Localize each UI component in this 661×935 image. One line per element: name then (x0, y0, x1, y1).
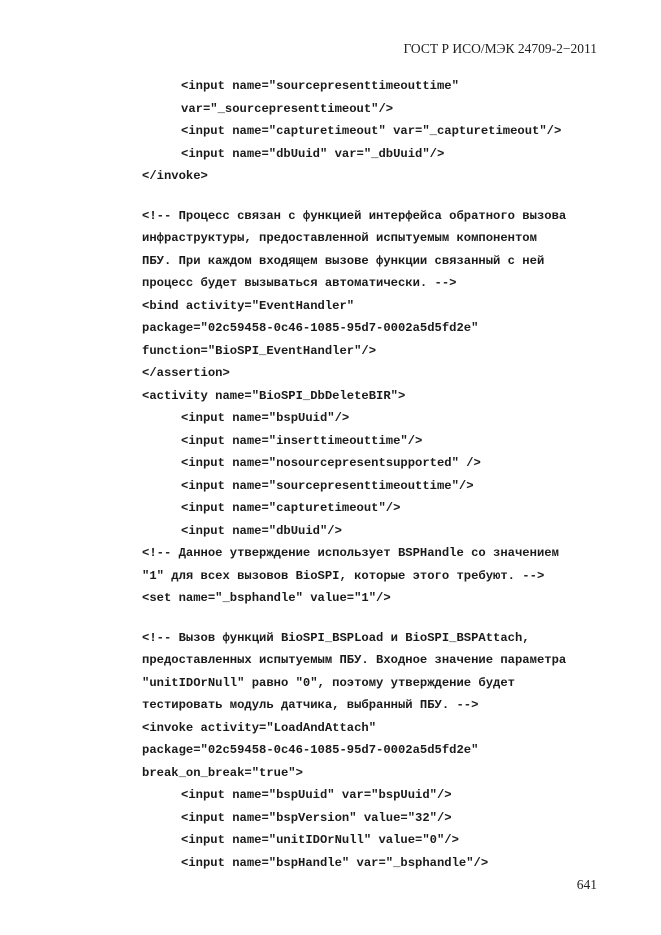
code-line: "unitIDOrNull" равно "0", поэтому утверждение будет (142, 675, 515, 690)
code-line: </invoke> (142, 169, 208, 183)
code-line: <input name="dbUuid"/> (181, 523, 342, 538)
code-line: <invoke activity="LoadAndAttach" (142, 720, 377, 735)
blank-line (142, 610, 631, 627)
code-line: <input name="unitIDOrNull" value="0"/> (181, 833, 459, 847)
code-line: <input name="inserttimeouttime"/> (181, 433, 423, 448)
page-number: 641 (576, 877, 597, 892)
code-line: </assertion> (142, 366, 230, 380)
code-line: "1" для всех вызовов BioSPI, которые этого требуют. --> (142, 568, 545, 583)
code-line: предоставленных испытуемым ПБУ. Входное значение параметра (142, 653, 567, 667)
code-line: <input name="sourcepresenttimeouttime"/> (181, 478, 474, 493)
code-line: <input name="sourcepresenttimeouttime" (181, 79, 459, 93)
blank-line (142, 188, 631, 205)
code-line: инфраструктуры, предоставленной испытуемым компонентом (142, 231, 537, 245)
code-listing (142, 75, 631, 874)
code-line: тестировать модуль датчика, выбранный ПБУ. --> (142, 698, 479, 712)
code-line: package="02c59458-0c46-1085-95d7-0002a5d5fd2e" (142, 743, 479, 757)
code-line: <!-- Данное утверждение использует BSPHandle со значением (142, 546, 559, 560)
code-line: <input name="bspUuid"/> (181, 411, 350, 425)
code-line: <input name="nosourcepresentsupported" /> (181, 456, 481, 470)
code-line: var="_sourcepresenttimeout"/> (181, 101, 394, 116)
code-line: <bind activity="EventHandler" (142, 298, 355, 313)
code-line: <input name="bspVersion" value="32"/> (181, 810, 452, 825)
code-line: break_on_break="true"> (142, 765, 303, 780)
code-line: <input name="capturetimeout"/> (181, 501, 401, 515)
document-header-standard: ГОСТ Р ИСО/МЭК 24709-2−2011 (403, 41, 597, 56)
code-line: package="02c59458-0c46-1085-95d7-0002a5d5fd2e" (142, 321, 479, 335)
code-line: <input name="bspHandle" var="_bsphandle"/> (181, 855, 489, 870)
code-line: <set name="_bsphandle" value="1"/> (142, 591, 391, 605)
code-line: процесс будет вызываться автоматически. --> (142, 276, 457, 290)
code-line: <input name="dbUuid" var="_dbUuid"/> (181, 146, 445, 161)
code-line: <!-- Вызов функций BioSPI_BSPLoad и BioSPI_BSPAttach, (142, 630, 530, 645)
code-line: <activity name="BioSPI_DbDeleteBIR"> (142, 388, 406, 403)
code-line: <input name="capturetimeout" var="_capturetimeout"/> (181, 124, 562, 138)
code-line: ПБУ. При каждом входящем вызове функции связанный с ней (142, 253, 545, 268)
code-line: <!-- Процесс связан с функцией интерфейса обратного вызова (142, 208, 567, 223)
code-line: <input name="bspUuid" var="bspUuid"/> (181, 788, 452, 802)
code-line: function="BioSPI_EventHandler"/> (142, 343, 377, 358)
